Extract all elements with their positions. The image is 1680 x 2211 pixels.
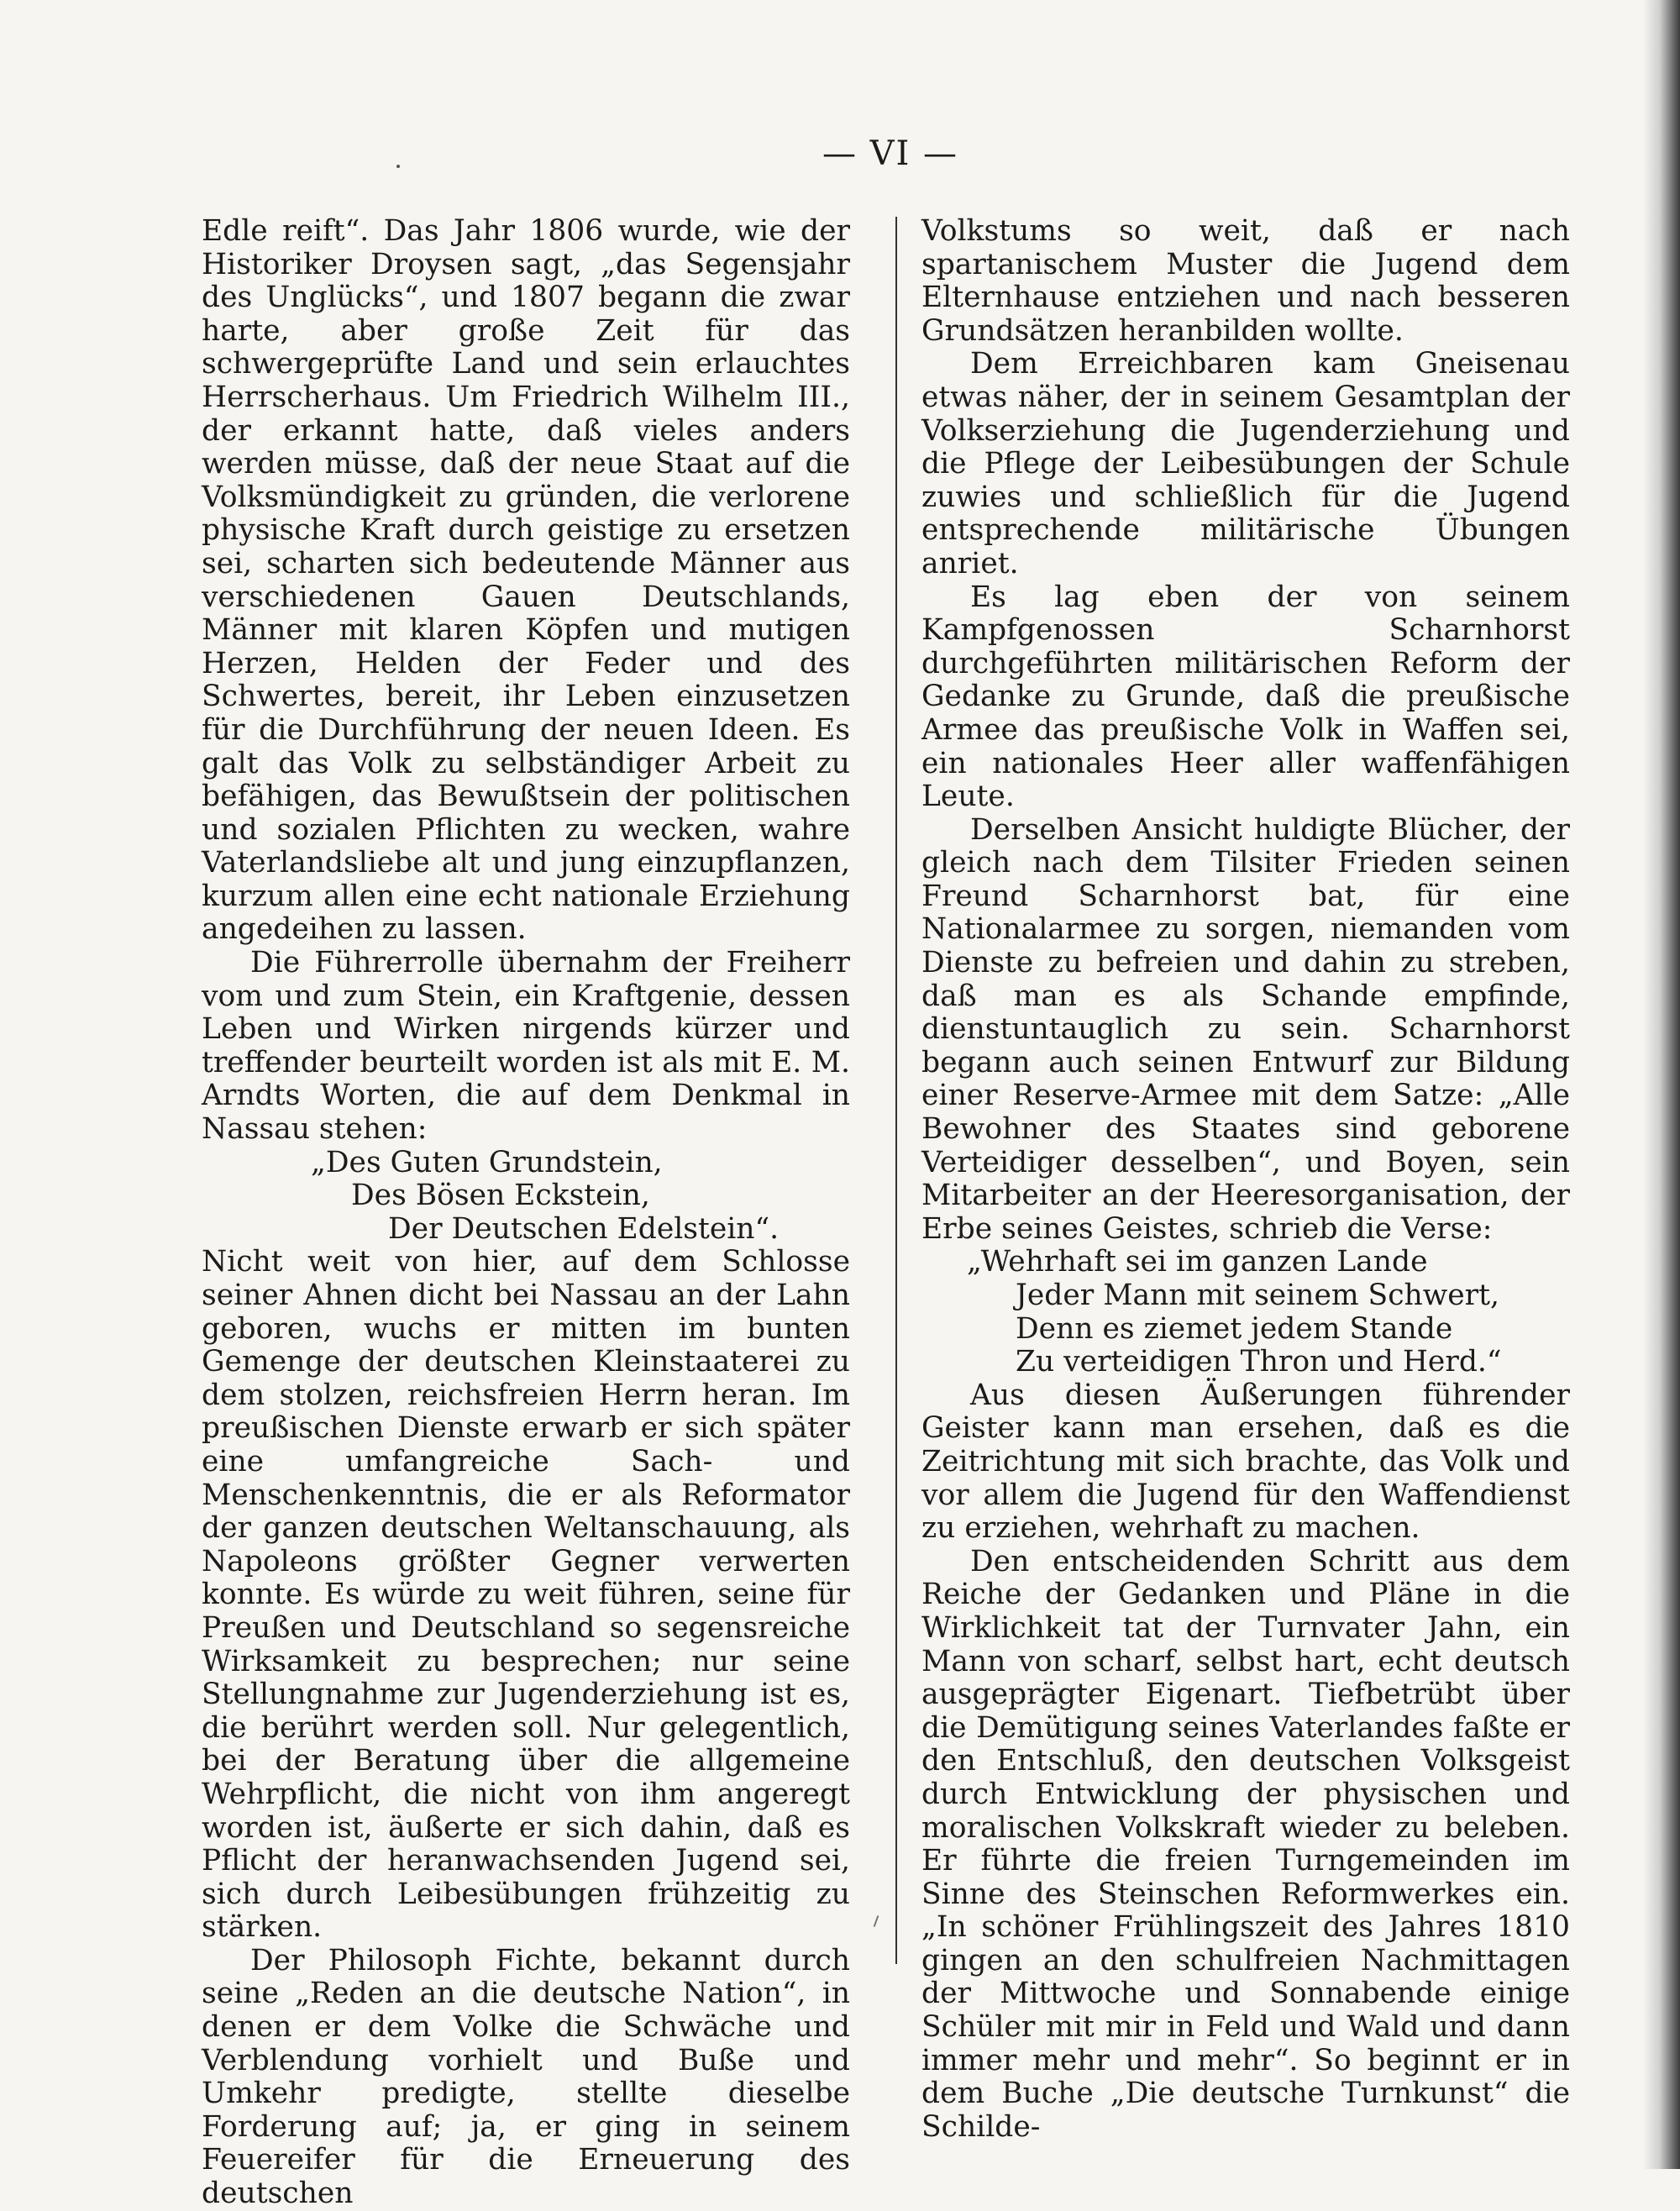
paragraph: Derselben Ansicht huldigte Blücher, der gleich nach dem Tilsiter Frieden seinen Freund Scharnhorst bat, für eine Nationalarmee zu sorgen, niemanden vom Dienste zu befreien und dahin zu streben, daß man es als Schande empfinde, dienstuntauglich zu sein. Scharnhorst begann auch seinen Entwurf zur Bildung einer Reserve-Armee mit dem Satze: „Alle Bewohner des Staates sind geborene Verteidiger desselben“, und Boyen, sein Mitarbeiter an der Heeresorganisation, der Erbe seines Geistes, schrieb die Verse: [921, 812, 1570, 1246]
column-divider [895, 217, 897, 1964]
ink-mark [874, 1915, 879, 1927]
paragraph: Volkstums so weit, daß er nach spartanischem Muster die Jugend dem Elternhause entziehen und nach besseren Grundsätzen heranbilden wollte. [921, 214, 1570, 348]
verse-line: Denn es ziemet jedem Stande [1016, 1311, 1453, 1346]
paragraph: Aus diesen Äußerungen führender Geister kann man ersehen, daß es die Zeitrichtung mit sich brachte, das Volk und vor allem die Jugend für den Waffendienst zu erziehen, wehrhaft zu machen. [921, 1378, 1570, 1546]
verse-quote [202, 1147, 850, 1247]
verse-line: Jeder Mann mit seinem Schwert, [1016, 1279, 1500, 1312]
verse-line: „Des Guten Grundstein, [311, 1145, 663, 1179]
paragraph: Nicht weit von hier, auf dem Schlosse seiner Ahnen dicht bei Nassau an der Lahn geboren, wuchs er mitten im bunten Gemenge der deutschen Kleinstaaterei zu dem stolzen, reichsfreien Herrn heran. Im preußischen Dienste erwarb er sich später eine umfangreiche Sach- und Menschenkenntnis, die er als Reformator der ganzen deutschen Weltanschauung, als Napoleons größter Gegner verwerten konnte. Es würde zu weit führen, seine für Preußen und Deutschland so segensreiche Wirksamkeit zu besprechen; nur seine Stellungnahme zur Jugenderziehung ist es, die berührt werden soll. Nur gelegentlich, bei der Beratung über die allgemeine Wehrpflicht, die nicht von ihm angeregt worden ist, äußerte er sich dahin, daß es Pflicht der heranwachsenden Jugend sei, sich durch Leibesübungen frühzeitig zu stärken. [202, 1245, 850, 1945]
left-column [202, 215, 850, 2211]
right-column [921, 215, 1570, 2144]
verse-line: Zu verteidigen Thron und Herd.“ [1016, 1345, 1502, 1379]
binding-shadow [1643, 0, 1680, 2169]
verse-line: Der Deutschen Edelstein“. [388, 1211, 780, 1246]
verse-line: „Wehrhaft sei im ganzen Lande [967, 1245, 1428, 1279]
verse-quote [921, 1246, 1570, 1379]
verse-line: Des Bösen Eckstein, [351, 1179, 650, 1213]
paragraph: Dem Erreichbaren kam Gneisenau etwas näher, der in seinem Gesamtplan der Volkserziehung die Jugenderziehung und die Pflege der Leibesübungen der Schule zuwies und schließlich für die Jugend entsprechende militärische Übungen anriet. [921, 347, 1570, 580]
paragraph: Der Philosoph Fichte, bekannt durch seine „Reden an die deutsche Nation“, in denen er dem Volke die Schwäche und Verblendung vorhielt und Buße und Umkehr predigte, stellte dieselbe Forderung auf; ja, er ging in seinem Feuereifer für die Erneuerung des deutschen [202, 1943, 850, 2211]
paragraph: Edle reift“. Das Jahr 1806 wurde, wie der Historiker Droysen sagt, „das Segensjahr des Unglücks“, und 1807 begann die zwar harte, aber große Zeit für das schwergeprüfte Land und sein erlauchtes Herrscherhaus. Um Friedrich Wilhelm III., der erkannt hatte, daß vieles anders werden müsse, daß der neue Staat auf die Volksmündigkeit zu gründen, die verlorene physische Kraft durch geistige zu ersetzen sei, scharten sich bedeutende Männer aus verschiedenen Gauen Deutschlands, Männer mit klaren Köpfen und mutigen Herzen, Helden der Feder und des Schwertes, bereit, ihr Leben einzusetzen für die Durchführung der neuen Ideen. Es galt das Volk zu selbständiger Arbeit zu befähigen, das Bewußtsein der politischen und sozialen Pflichten zu wecken, wahre Vaterlandsliebe alt und jung einzupflanzen, kurzum allen eine echt nationale Erziehung angedeihen zu lassen. [202, 214, 850, 947]
paragraph: Es lag eben der von seinem Kampfgenossen Scharnhorst durchgeführten militärischen Reform der Gedanke zu Grunde, daß die preußische Armee das preußische Volk in Waffen sei, ein nationales Heer aller waffenfähigen Leute. [921, 580, 1570, 814]
paragraph: Den entscheidenden Schritt aus dem Reiche der Gedanken und Pläne in die Wirklichkeit tat der Turnvater Jahn, ein Mann von scharf, selbst hart, echt deutsch ausgeprägter Eigenart. Tiefbetrübt über die Demütigung seines Vaterlandes faßte er den Entschluß, den deutschen Volksgeist durch Entwicklung der physischen und moralischen Volkskraft wieder zu beleben. Er führte die freien Turngemeinden im Sinne des Steinschen Reformwerkes ein. „In schöner Frühlingszeit des Jahres 1810 gingen an den schulfreien Nachmittagen der Mittwoche und Sonnabende einige Schüler mit mir in Feld und Wald und dann immer mehr und mehr“. So beginnt er in dem Buche „Die deutsche Turnkunst“ die Schilde- [921, 1544, 1570, 2144]
paragraph: Die Führerrolle übernahm der Freiherr vom und zum Stein, ein Kraftgenie, dessen Leben und Wirken nirgends kürzer und treffender beurteilt worden ist als mit E. M. Arndts Worten, die auf dem Denkmal in Nassau stehen: [202, 946, 850, 1147]
page-number: — VI — [822, 134, 959, 173]
ink-speck [396, 165, 400, 168]
